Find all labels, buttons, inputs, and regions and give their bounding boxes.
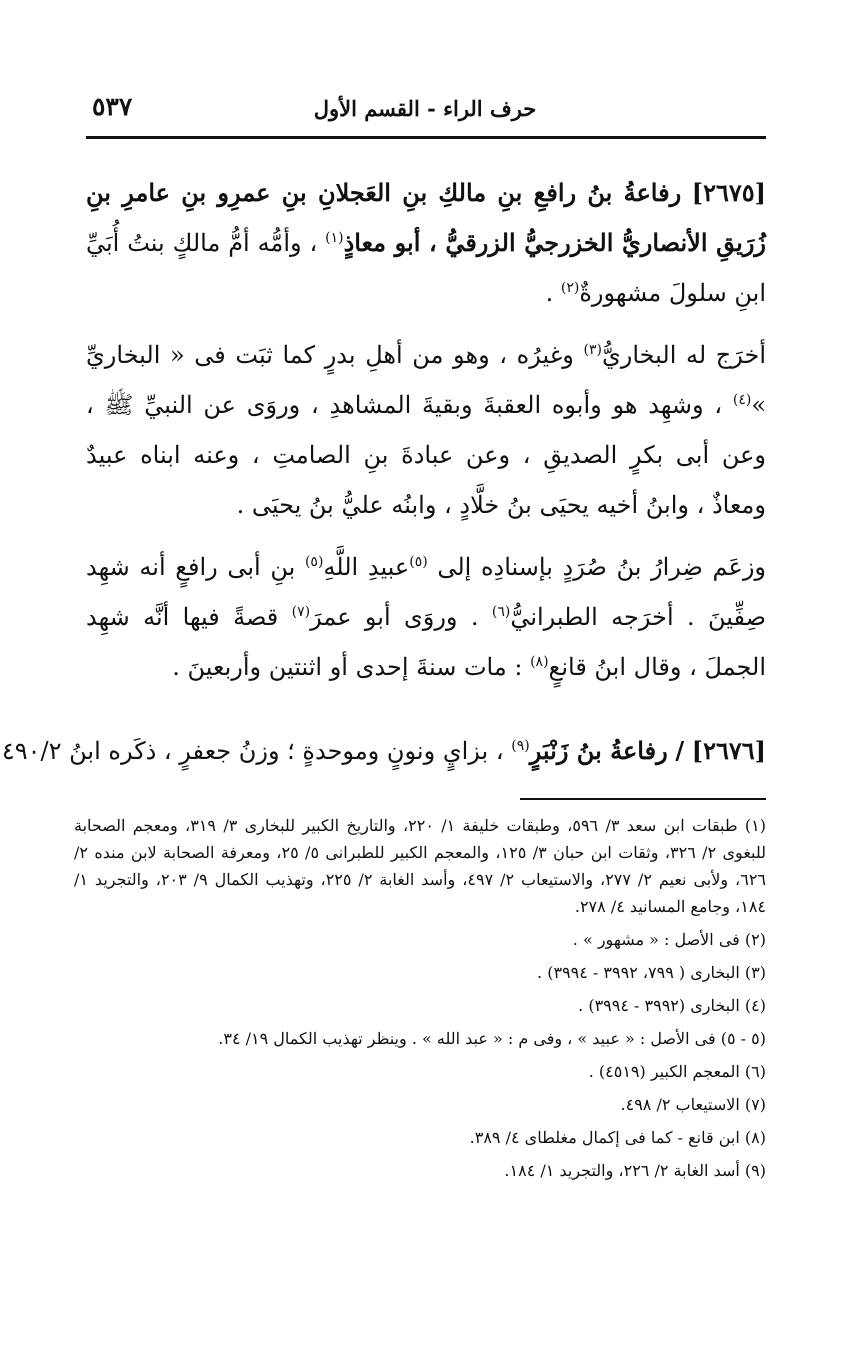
footnote: (٣) البخارى ( ٧٩٩، ٣٩٩٢ - ٣٩٩٤) . (537, 963, 766, 982)
running-head: حرف الراء - القسم الأول (313, 96, 537, 121)
footnote-rule (520, 798, 766, 800)
footnote-ref[interactable]: (١) (325, 230, 344, 246)
folio-slash: / (675, 736, 685, 765)
entry-name: رفاعةُ بنُ زَنْبَرٍ (529, 736, 668, 765)
entry-text: ، وأمُّه أمُّ مالكٍ بنتُ أُبَيِّ ابنِ سلولَ مشهورةٌ (86, 229, 766, 307)
footnote: (٢) فى الأصل : « مشهور » . (572, 930, 766, 949)
footnote-ref[interactable]: (٨) (530, 654, 549, 670)
entry-2675-paragraph-2 (86, 330, 766, 530)
entry-text: قصةً فيها أنَّه شهِد الجملَ ، وقال ابنُ قانعٍ (86, 603, 766, 681)
footnote-ref[interactable]: (٥) (409, 554, 428, 570)
footnote-ref[interactable]: (٣) (583, 342, 602, 358)
entry-text: بنِ أبى رافعٍ أنه شهِد صِفِّينَ . أخرَجه الطبرانيُّ (86, 553, 766, 631)
entry-text: أخرَج له البخاريُّ (601, 341, 766, 369)
margin-page-ref: ٤٩٠/٢ (1, 737, 62, 765)
footnote: (٩) أسد الغابة ٢/ ٢٢٦، والتجريد ١/ ١٨٤. (504, 1161, 766, 1180)
footnote-ref[interactable]: (٩) (511, 738, 530, 754)
footnote: (٥ - ٥) فى الأصل : « عبيد » ، وفى م : « عبد الله » . وينظر تهذيب الكمال ١٩/ ٣٤. (218, 1029, 766, 1048)
footnote: (١) طبقات ابن سعد ٣/ ٥٩٦، وطبقات خليفة ١/ ٢٢٠، والتاريخ الكبير للبخارى ٣/ ٣١٩، ومعجم الصحابة للبغوى ٢/ ٣٢٦، وثقات ابن حبان ٣/ ١٢٥، والمعجم الكبير للطبرانى ٥/ ٢٥، ومعرفة الصحابة لابن منده ٢/ ٦٢٦، ولأبى نعيم ٢/ ٢٧٧، والاستيعاب ٢/ ٤٩٧، وأسد الغابة ٢/ ٢٢٥، وتهذيب الكمال ٩/ ٢٠٣، والتجريد ١/ ١٨٤، وجامع المسانيد ٤/ ٢٧٨. (74, 816, 767, 916)
entry-2675-paragraph-3 (86, 542, 766, 692)
entry-2676 (1, 726, 766, 776)
entry-number: [٢٦٧٥] (691, 178, 766, 207)
entry-text: وغيرُه ، وهو من أهلِ بدرٍ كما ثبَت فى « البخاريِّ » (86, 341, 766, 419)
footnote: (٧) الاستيعاب ٢/ ٤٩٨. (620, 1095, 766, 1114)
footnote: (٦) المعجم الكبير (٤٥١٩) . (588, 1062, 766, 1081)
entry-text: عبيدِ اللَّهِ (323, 553, 410, 581)
entry-text: ، بزايٍ ونونٍ وموحدةٍ ؛ وزنُ جعفرٍ ، ذكَره ابنُ (69, 737, 504, 765)
entry-text: : مات سنةَ إحدى أو اثنتين وأربعينَ . (172, 653, 523, 681)
footnote-ref[interactable]: (٦) (491, 604, 511, 620)
entry-text: ، وشهِد هو وأبوه العقبةَ وبقيةَ المشاهدِ ، وروَى عن النبيِّ ﷺ ، وعن أبى بكرٍ الصديقِ ، وعن عبادةَ بنِ الصامتِ ، وعنه ابناه عبيدٌ ومعاذٌ ، وابنُ أخيه يحيَى بنُ خلَّادٍ ، وابنُه عليُّ بنُ يحيَى . (86, 391, 766, 519)
page-number: ٥٣٧ (92, 92, 133, 121)
footnote-ref[interactable]: (٧) (291, 604, 311, 620)
footnotes (74, 812, 766, 1190)
entry-text: . وروَى أبو عمرَ (310, 603, 479, 631)
entry-name: رفاعةُ بنُ رافعِ بنِ مالكِ بنِ العَجلانِ بنِ عمرِو بنِ عامرِ بنِ زُرَيقِ الأنصاريُّ الخزرجيُّ الزرقيُّ ، أبو معاذٍ (86, 178, 766, 257)
footnote-ref[interactable]: (٥) (304, 554, 324, 570)
entry-2675-intro (86, 168, 766, 318)
main-text (86, 168, 766, 704)
footnote: (٤) البخارى (٣٩٩٢ - ٣٩٩٤) . (578, 996, 766, 1015)
entry-number: [٢٦٧٦] (691, 736, 766, 765)
header-rule (86, 136, 766, 139)
footnote-ref[interactable]: (٤) (732, 392, 752, 408)
entry-text: . (545, 279, 554, 307)
footnote: (٨) ابن قانع - كما فى إكمال مغلطاى ٤/ ٣٨٩. (469, 1128, 766, 1147)
footnote-ref[interactable]: (٢) (560, 280, 580, 296)
entry-text: وزعَم ضِرارُ بنُ صُرَدٍ بإسنادِه إلى (437, 553, 767, 581)
